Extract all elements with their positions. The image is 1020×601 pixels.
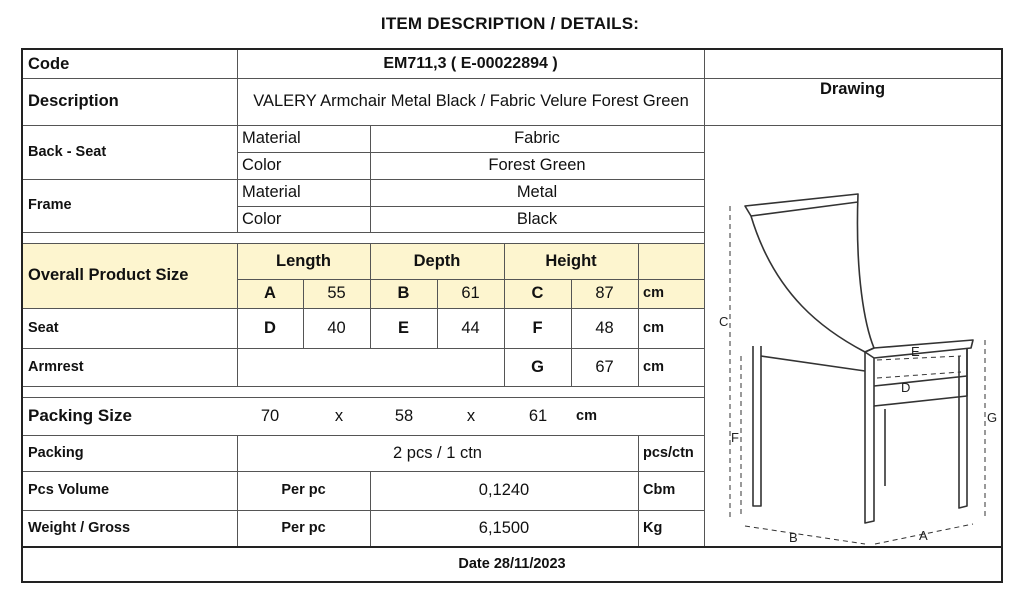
weight-unit: Kg [643,519,663,536]
frame-material-label: Material [242,183,301,202]
depth-header: Depth [413,251,461,270]
packing-size-height: 61 [528,406,548,425]
weight-value: 6,1500 [478,518,530,537]
seat-letter-f: F [532,318,543,337]
pcs-volume-label: Pcs Volume [28,482,110,499]
frame-label: Frame [28,197,72,214]
packing-size-depth: 58 [394,406,414,425]
weight-basis: Per pc [281,519,326,536]
overall-value-height: 87 [595,284,614,303]
seat-unit: cm [643,319,664,336]
height-header: Height [545,251,597,270]
drawing-letter-a: A [919,528,928,543]
armrest-unit: cm [643,358,664,375]
spec-sheet [21,48,1003,583]
back-left-post [753,346,761,506]
back-seat-color-value: Forest Green [488,156,586,175]
drawing-letter-d: D [901,380,911,395]
seat-letter-d: D [264,318,276,337]
dim-line-b [745,526,865,544]
packing-size-length: 70 [260,406,280,425]
packing-size-unit: cm [576,407,597,424]
overall-value-depth: 61 [461,284,480,303]
front-left-post [865,352,874,523]
overall-value-length: 55 [327,284,346,303]
dim-line-d [877,372,961,378]
drawing-letter-e: E [911,344,920,359]
packing-unit: pcs/ctn [643,444,694,461]
seat-value-d: 40 [327,318,346,337]
drawing-letter-g: G [987,410,998,425]
drawing-letter-f: F [731,430,739,445]
packing-label: Packing [28,444,84,461]
seat-label: Seat [28,319,59,336]
back-seat-material-label: Material [242,129,301,148]
armchair-drawing [705,126,1001,546]
back-seat-label: Back - Seat [28,143,107,160]
frame-color-label: Color [242,209,282,228]
packing-size-sep-2: x [466,406,476,425]
drawing-letter-b: B [789,530,798,545]
overall-letter-c: C [531,284,544,303]
code-label: Code [28,54,70,73]
seat-value-e: 44 [461,318,480,337]
packing-value: 2 pcs / 1 ctn [393,443,482,462]
frame-material-value: Metal [516,183,558,202]
rear-rail [761,356,865,371]
code-value: EM711,3 ( E-00022894 ) [383,54,558,72]
overall-size-label: Overall Product Size [28,266,189,285]
pcs-volume-value: 0,1240 [478,481,530,500]
weight-label: Weight / Gross [28,519,131,536]
packing-size-label: Packing Size [28,406,132,426]
length-header: Length [276,251,331,270]
page-title: ITEM DESCRIPTION / DETAILS: [380,14,640,33]
armrest-value: 67 [595,357,614,376]
description-label: Description [28,92,119,111]
overall-unit: cm [643,285,664,302]
date-footer: Date 28/11/2023 [458,556,566,573]
armrest-letter-g: G [531,357,544,376]
seat-value-f: 48 [595,318,614,337]
pcs-volume-unit: Cbm [643,482,676,499]
pcs-volume-basis: Per pc [281,482,326,499]
seat-letter-e: E [397,318,409,337]
frame-color-value: Black [516,209,558,228]
back-seat-material-value: Fabric [514,129,560,148]
description-value: VALERY Armchair Metal Black / Fabric Velure Forest Green [253,92,689,111]
drawing-label: Drawing [819,79,886,98]
backrest-outline [745,194,874,352]
overall-letter-a: A [264,284,276,303]
overall-letter-b: B [397,284,410,303]
packing-size-sep-1: x [334,406,344,425]
back-seat-color-label: Color [242,156,282,175]
drawing-letter-c: C [719,314,729,329]
armrest-label: Armrest [28,358,84,375]
